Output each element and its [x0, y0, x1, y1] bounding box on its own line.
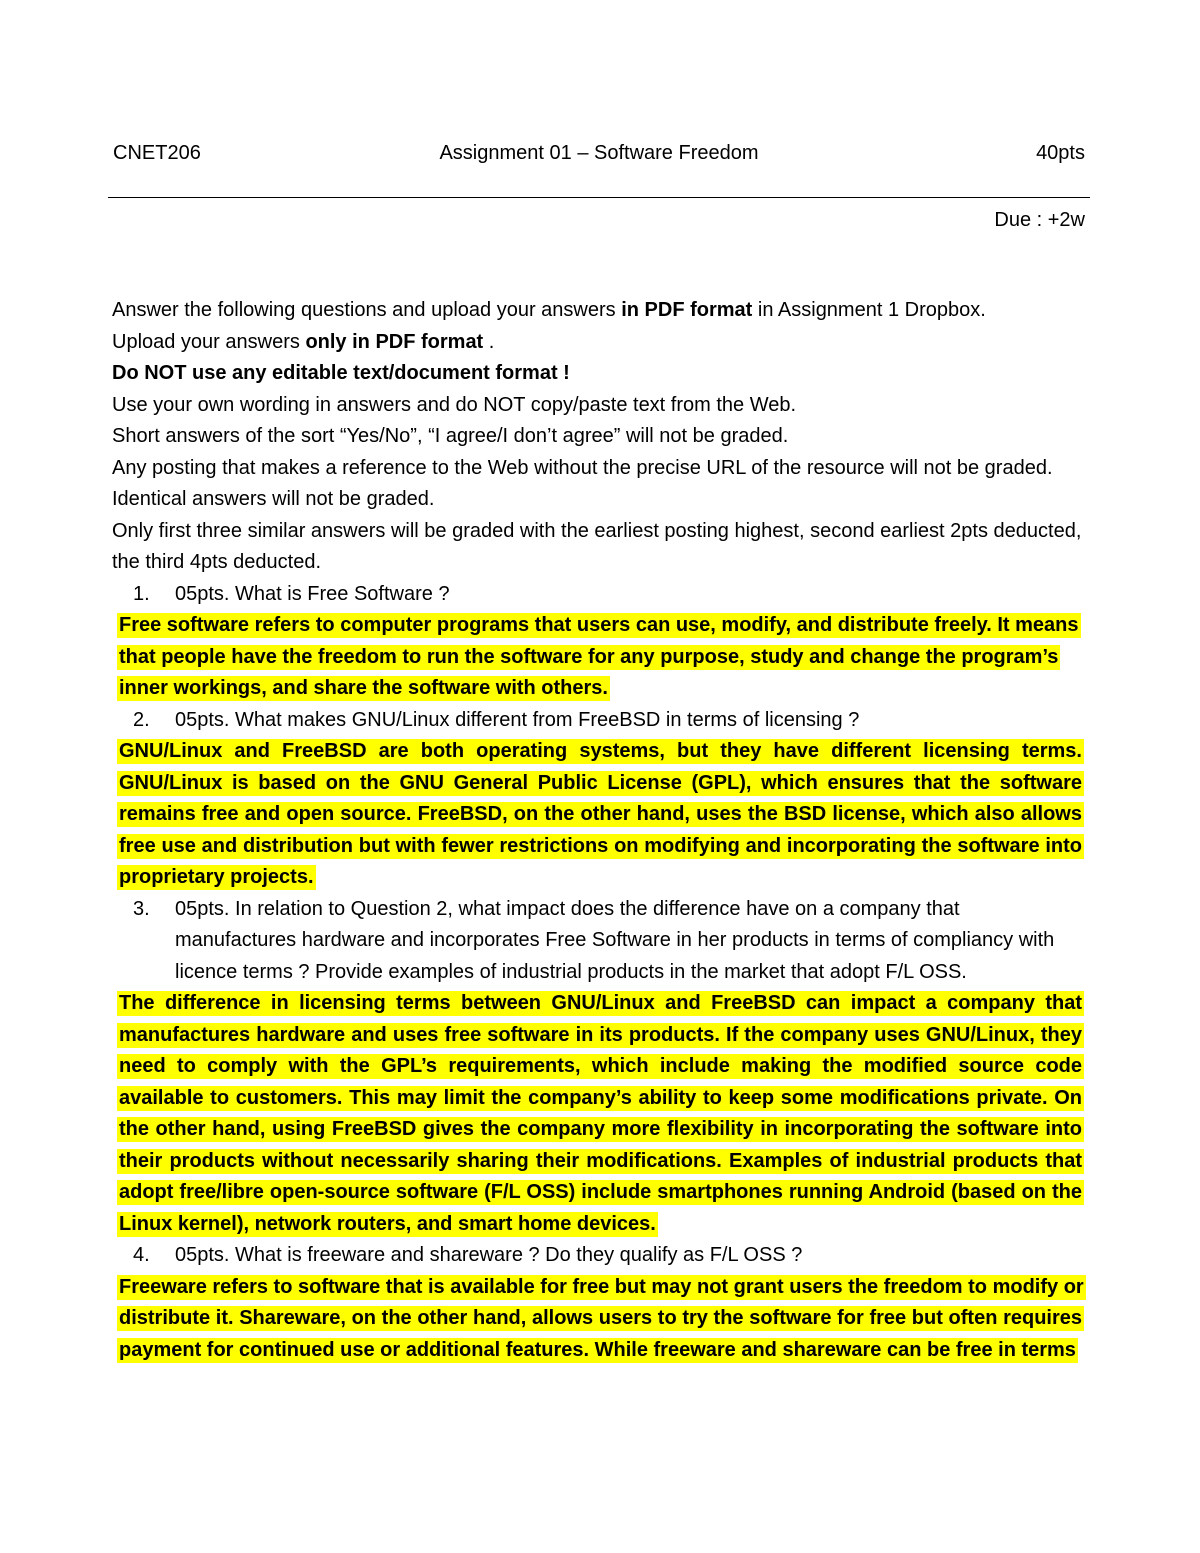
header-divider [108, 197, 1090, 198]
question-4 [112, 1240, 1084, 1272]
question-number: 4. [133, 1244, 150, 1266]
instruction-emphasis: only in PDF format [305, 330, 484, 353]
question-text: 05pts. In relation to Question 2, what impact does the difference have on a company that manufactures hardware and incorporates Free Software in her products in terms of compliancy with licence terms ? Provide examples of industrial products in the market that adopt F/L OSS. [175, 897, 1055, 983]
answer-text: The difference in licensing terms between GNU/Linux and FreeBSD can impact a company that manufactures hardware and uses free software in its products. If the company uses GNU/Linux, they need to comply with the GPL’s requirements, which include making the modified source code available to customers. This may limit the company’s ability to keep some modifications private. On the other hand, using FreeBSD gives the company more flexibility in incorporating the software into their products without necessarily sharing their modifications. Examples of industrial products that adopt free/libre open-source software (F/L OSS) include smartphones running Android (based on the Linux kernel), network routers, and smart home devices. [119, 992, 1082, 1235]
question-text: 05pts. What is freeware and shareware ? Do they qualify as F/L OSS ? [175, 1244, 803, 1266]
instruction-emphasis: in PDF format [621, 299, 753, 321]
question-2 [112, 705, 1084, 737]
instruction-text: Answer the following questions and upload your answers [112, 299, 622, 321]
course-code: CNET206 [113, 142, 201, 164]
instruction-text: in Assignment 1 Dropbox. [752, 299, 986, 321]
question-text: 05pts. What is Free Software ? [175, 582, 450, 605]
instruction-line: Use your own wording in answers and do NOT copy/paste text from the Web. [112, 393, 797, 416]
answer-text: Free software refers to computer programs that users can use, modify, and distribute freely. It means that people have the freedom to run the software for any purpose, study and change the program’s inner workings, and share the software with others. [119, 614, 1079, 699]
question-number: 1. [133, 582, 150, 605]
instruction-text: Upload your answers [112, 330, 306, 353]
page-header [113, 142, 1085, 172]
document-body [112, 295, 1084, 1366]
answer-text: GNU/Linux and FreeBSD are both operating systems, but they have different licensing terms. GNU/Linux is based on the GNU General Public License (GPL), which ensures that the software remains free and open source. FreeBSD, on the other hand, uses the BSD license, which also allows free use and distribution but with fewer restrictions on modifying and incorporating the software into proprietary projects. [119, 740, 1082, 888]
answer-2 [112, 736, 1084, 894]
instruction-line: Only first three similar answers will be graded with the earliest posting highest, second earliest 2pts deducted, the third 4pts deducted. [112, 519, 1082, 573]
instruction-line [112, 327, 1084, 359]
assignment-title: Assignment 01 – Software Freedom [439, 142, 759, 164]
instruction-line [112, 295, 1084, 327]
answer-text: Freeware refers to software that is available for free but may not grant users the freedom to modify or distribute it. Shareware, on the other hand, allows users to try the software for free but often requires payment for continued use or additional features. While freeware and shareware can be free in terms [119, 1275, 1084, 1361]
answer-4 [112, 1272, 1084, 1367]
instruction-text: . [483, 330, 495, 353]
answer-3 [112, 988, 1084, 1240]
instruction-line: Any posting that makes a reference to the Web without the precise URL of the resource will not be graded. [112, 456, 1053, 479]
question-text: 05pts. What makes GNU/Linux different from FreeBSD in terms of licensing ? [175, 708, 860, 731]
question-number: 2. [133, 708, 150, 731]
instruction-line: Short answers of the sort “Yes/No”, “I agree/I don’t agree” will not be graded. [112, 425, 789, 447]
question-1 [112, 579, 1084, 611]
instruction-line: Do NOT use any editable text/document format ! [112, 362, 570, 384]
answer-1 [112, 610, 1084, 705]
due-date: Due : +2w [994, 209, 1085, 231]
instruction-line: Identical answers will not be graded. [112, 488, 435, 510]
question-3 [112, 894, 1084, 989]
question-number: 3. [133, 897, 150, 920]
total-points: 40pts [1036, 142, 1085, 164]
